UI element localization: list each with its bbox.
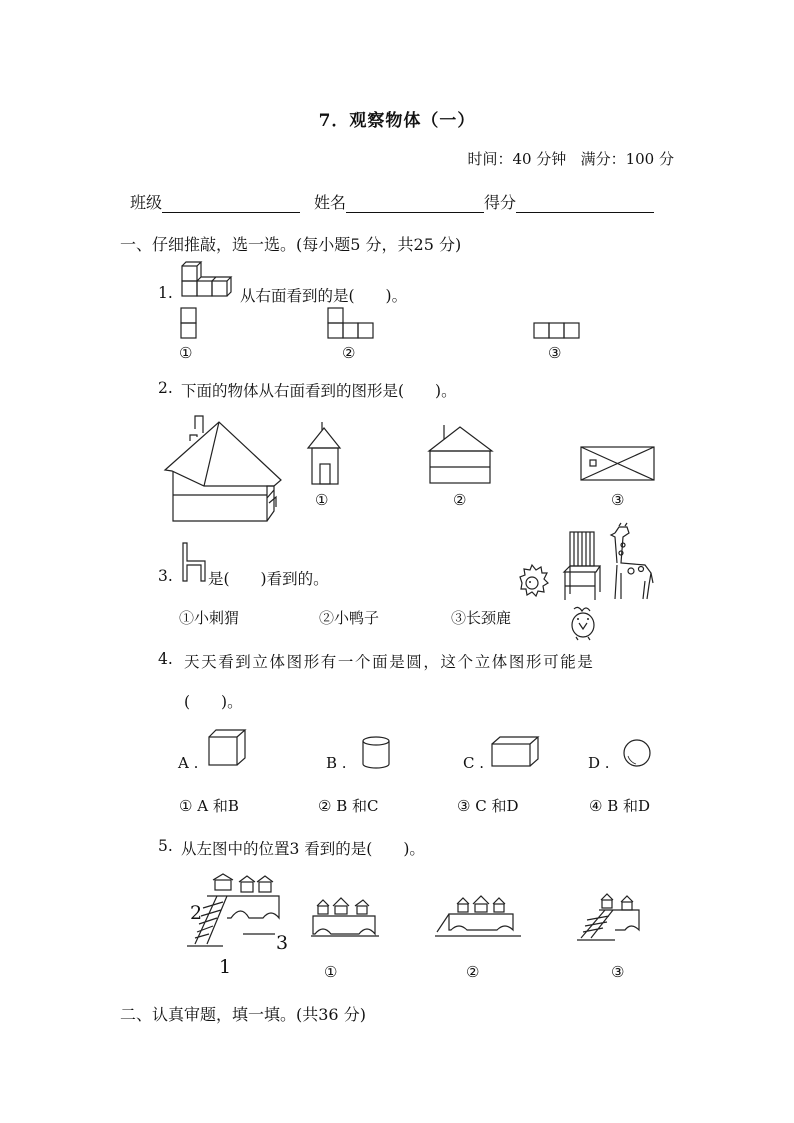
class-label: 班级: [130, 193, 163, 212]
q4-shape-label-b: B .: [326, 754, 347, 772]
chair-icon: [562, 530, 602, 602]
q2-option-3-figure: [580, 446, 656, 482]
q5-number: 5.: [158, 837, 173, 855]
q2-number: 2.: [158, 379, 173, 397]
cuboid-icon: [491, 736, 541, 768]
q4-option-2[interactable]: ② B 和C: [318, 797, 379, 815]
q4-option-4[interactable]: ④ B 和D: [589, 797, 651, 815]
q5-option-1-figure: [311, 894, 381, 940]
q2-option-1-figure: [306, 422, 344, 486]
q5-text: 从左图中的位置3 看到的是( )。: [181, 840, 425, 858]
q4-text-cont: ( )。: [184, 693, 243, 711]
q2-option-2-figure: [426, 423, 496, 485]
house-icon: [164, 413, 284, 525]
cube-stack-icon: [181, 265, 231, 299]
page-title: 7．观察物体（一）: [318, 111, 476, 131]
q2-option-3[interactable]: ③: [611, 491, 625, 509]
q4-text: 天天看到立体图形有一个面是圆，这个立体图形可能是: [184, 653, 595, 671]
q1-option-1-figure: [180, 307, 198, 339]
time-score: 时间：40 分钟 满分：100 分: [467, 150, 674, 168]
score-label: 得分: [484, 193, 517, 212]
q4-number: 4.: [158, 650, 173, 668]
q4-shape-label-a: A .: [178, 754, 199, 772]
chair-side-view-figure: [181, 541, 207, 583]
name-blank[interactable]: [346, 194, 484, 213]
q5-option-2-figure: [433, 894, 523, 940]
q1-option-2[interactable]: ②: [342, 344, 356, 362]
cube-icon: [208, 729, 248, 767]
q2-text: 下面的物体从右面看到的图形是( )。: [181, 382, 457, 400]
q5-option-3-figure: [575, 890, 645, 942]
q3-option-3[interactable]: ③长颈鹿: [451, 609, 512, 627]
section-1-heading: 一、仔细推敲，选一选。(每小题5 分，共25 分): [120, 235, 462, 254]
giraffe-icon: [605, 523, 655, 603]
q1-option-2-figure: [327, 307, 377, 339]
student-info-row: [130, 190, 654, 213]
q1-option-3[interactable]: ③: [548, 344, 562, 362]
cylinder-icon: [361, 736, 391, 770]
position-label-3: 3: [276, 932, 289, 954]
q1-number: 1.: [158, 284, 173, 302]
sphere-icon: [622, 738, 654, 770]
q4-shape-label-d: D .: [588, 754, 610, 772]
class-blank[interactable]: [162, 194, 300, 213]
q1-option-1[interactable]: ①: [179, 344, 193, 362]
name-label: 姓名: [314, 193, 347, 212]
position-label-2: 2: [190, 902, 203, 924]
q5-option-1[interactable]: ①: [324, 963, 338, 981]
q4-shape-label-c: C .: [463, 754, 485, 772]
q2-option-1[interactable]: ①: [315, 491, 329, 509]
duck-icon: [568, 603, 598, 641]
q3-option-1[interactable]: ①小刺猬: [179, 609, 240, 627]
hedgehog-icon: [518, 563, 550, 599]
position-label-1: 1: [219, 956, 232, 978]
q3-text: 是( )看到的。: [208, 570, 329, 588]
q1-text: 从右面看到的是( )。: [240, 287, 408, 305]
q5-option-2[interactable]: ②: [466, 963, 480, 981]
score-blank[interactable]: [516, 194, 654, 213]
q4-option-3[interactable]: ③ C 和D: [457, 797, 519, 815]
q1-option-3-figure: [533, 322, 583, 339]
section-2-heading: 二、认真审题，填一填。(共36 分): [120, 1005, 366, 1024]
q3-number: 3.: [158, 567, 173, 585]
q5-option-3[interactable]: ③: [611, 963, 625, 981]
q3-option-2[interactable]: ②小鸭子: [319, 609, 380, 627]
q2-option-2[interactable]: ②: [453, 491, 467, 509]
q4-option-1[interactable]: ① A 和B: [179, 797, 239, 815]
